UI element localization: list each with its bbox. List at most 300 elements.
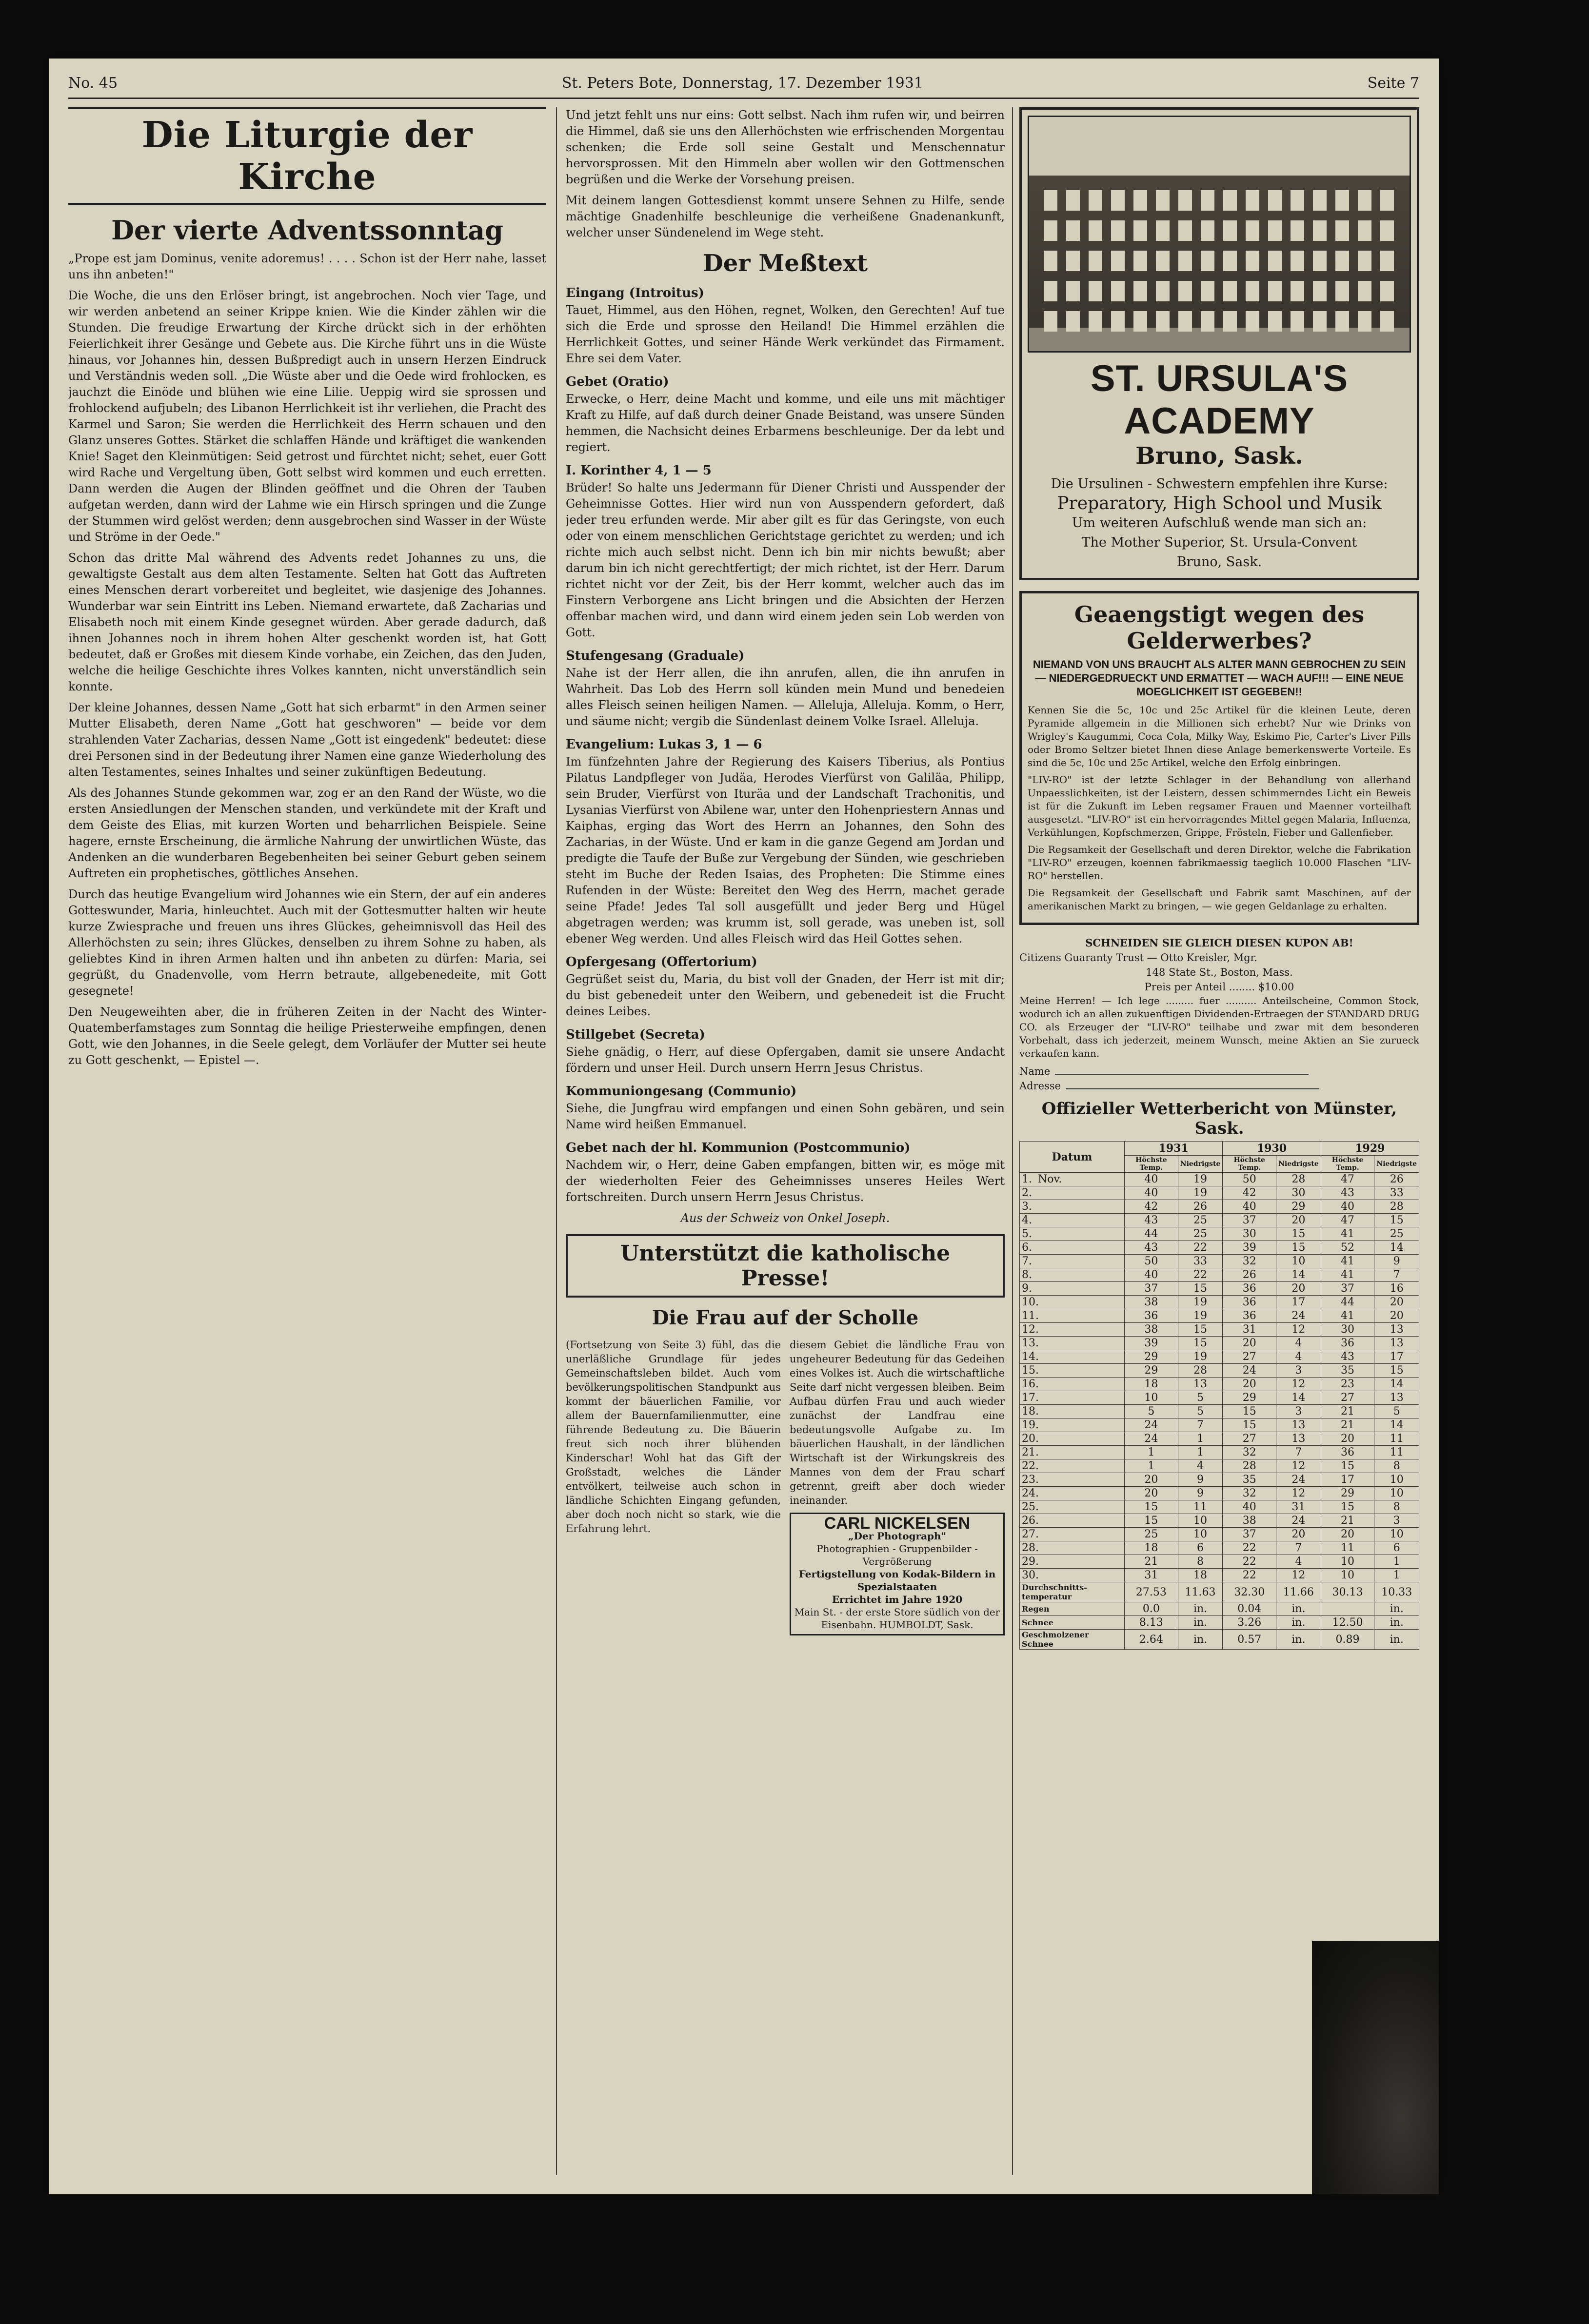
weather-temp: 29 — [1125, 1364, 1178, 1378]
weather-temp: 4 — [1178, 1459, 1223, 1473]
weather-sub-header: Niedrigste — [1374, 1156, 1419, 1173]
weather-temp: 27 — [1223, 1432, 1276, 1446]
weather-date-header: Datum — [1020, 1142, 1125, 1173]
weather-row — [1020, 1391, 1419, 1405]
weather-summary-value: 11.66 — [1276, 1582, 1321, 1602]
weather-temp: 6 — [1178, 1541, 1223, 1555]
mass-section-head: Stillgebet (Secreta) — [566, 1027, 705, 1042]
weather-summary-value: 3.26 — [1223, 1616, 1276, 1630]
weather-temp: 44 — [1125, 1227, 1178, 1241]
livro-text: Die Regsamkeit der Gesellschaft und deren Direktor, welche die Fabrikation "LIV-RO" erzeugen, koennen fabrikmaessig taeglich 10.000 Flaschen "LIV-RO" herstellen. — [1028, 844, 1411, 882]
column-rule — [556, 107, 557, 2175]
mass-section-head: Opfergesang (Offertorium) — [566, 955, 757, 969]
ads-column — [1019, 107, 1419, 2175]
weather-day: 5. — [1020, 1227, 1125, 1241]
weather-temp: 26 — [1178, 1200, 1223, 1214]
weather-summary-value: 10.33 — [1374, 1582, 1419, 1602]
weather-day — [1020, 1173, 1125, 1186]
weather-row — [1020, 1446, 1419, 1459]
weather-temp: 15 — [1125, 1514, 1178, 1528]
mass-section-head: Eingang (Introitus) — [566, 286, 704, 300]
weather-temp: 30 — [1223, 1227, 1276, 1241]
paragraph: „Prope est jam Dominus, venite adoremus! . . . . Schon ist der Herr nahe, lasset uns ihn anbeten!" — [68, 252, 546, 281]
weather-temp: 21 — [1321, 1418, 1374, 1432]
weather-temp: 33 — [1178, 1255, 1223, 1268]
weather-temp: 13 — [1374, 1323, 1419, 1337]
academy-ad — [1019, 107, 1419, 580]
weather-temp: 43 — [1125, 1214, 1178, 1227]
building-window — [1313, 251, 1327, 271]
weather-temp: 15 — [1178, 1337, 1223, 1350]
weather-temp: 10 — [1178, 1528, 1223, 1541]
weather-summary-value: 0.89 — [1321, 1630, 1374, 1650]
weather-day: 17. — [1020, 1391, 1125, 1405]
weather-day: 4. — [1020, 1214, 1125, 1227]
weather-row — [1020, 1282, 1419, 1296]
press-banner: Unterstützt die katholische Presse! — [566, 1234, 1005, 1298]
livro-headline: NIEMAND VON UNS BRAUCHT ALS ALTER MANN GEBROCHEN ZU SEIN — NIEDERGEDRUECKT UND ERMATTET — WACH AUF!!! — EINE NEUE MOEGLICHKEIT IST GEGEBEN!! — [1033, 658, 1406, 698]
weather-temp: 20 — [1223, 1378, 1276, 1391]
weather-day: 21. — [1020, 1446, 1125, 1459]
weather-temp: 10 — [1321, 1555, 1374, 1569]
mass-section-text: Gegrüßet seist du, Maria, du bist voll der Gnaden, der Herr ist mit dir; du bist gebenedeit unter den Weibern, und gebenedeit ist die Frucht deines Leibes. — [566, 972, 1005, 1018]
building-window — [1044, 190, 1057, 211]
weather-year-header: 1929 — [1321, 1142, 1419, 1156]
coupon-address-field[interactable] — [1066, 1088, 1319, 1089]
weather-day: 26. — [1020, 1514, 1125, 1528]
paragraph: Als des Johannes Stunde gekommen war, zog er an den Rand der Wüste, wo die ersten Ansiedlungen der Menschen standen, und verkündete mit der Kraft und dem Geiste des Elias, mit kurzen Worten und beharrlichen Beispiele. Seine hagere, ernste Erscheinung, die ärmliche Nahrung der unwirtlichen Wüste, das Andenken an die wunderbaren Begebenheiten bei seiner Geburt geben seinem Auftreten ein prophetisches, göttliches Ansehen. — [68, 786, 546, 880]
weather-temp: 15 — [1223, 1405, 1276, 1418]
building-window — [1291, 311, 1304, 332]
building-window — [1335, 190, 1349, 211]
weather-temp: 15 — [1125, 1500, 1178, 1514]
weather-temp: 1 — [1125, 1446, 1178, 1459]
weather-temp: 19 — [1178, 1350, 1223, 1364]
weather-row — [1020, 1350, 1419, 1364]
building-window — [1133, 220, 1147, 241]
building-window — [1380, 281, 1394, 301]
weather-temp: 47 — [1321, 1173, 1374, 1186]
weather-temp: 40 — [1321, 1200, 1374, 1214]
weather-row — [1020, 1541, 1419, 1555]
weather-sub-header: Höchste Temp. — [1223, 1156, 1276, 1173]
weather-temp: 13 — [1276, 1418, 1321, 1432]
weather-temp: 39 — [1223, 1241, 1276, 1255]
weather-year-header: 1930 — [1223, 1142, 1321, 1156]
weather-temp: 25 — [1178, 1227, 1223, 1241]
weather-temp: 44 — [1321, 1296, 1374, 1309]
mass-section-head: Evangelium: Lukas 3, 1 — 6 — [566, 737, 762, 752]
weather-temp: 50 — [1125, 1255, 1178, 1268]
weather-temp: 15 — [1178, 1323, 1223, 1337]
weather-temp: 20 — [1223, 1337, 1276, 1350]
liturgy-masthead: Die Liturgie der Kirche — [68, 107, 546, 205]
weather-summary-label: Regen — [1020, 1602, 1125, 1616]
building-window — [1044, 251, 1057, 271]
weather-temp: 12 — [1276, 1459, 1321, 1473]
weather-temp: 11 — [1178, 1500, 1223, 1514]
weather-temp: 12 — [1276, 1378, 1321, 1391]
building-window — [1133, 190, 1147, 211]
building-window — [1178, 281, 1192, 301]
mass-section-text: Erwecke, o Herr, deine Macht und komme, und eile uns mit mächtiger Kraft zu Hilfe, auf daß durch deiner Gnade Beistand, was unsere Sünden hemmen, die Nachsicht deines Erbarmens beschleunige. Der da lebt und regiert. — [566, 392, 1005, 454]
building-window — [1313, 220, 1327, 241]
building-window — [1313, 190, 1327, 211]
weather-temp: 40 — [1223, 1500, 1276, 1514]
weather-sub-header: Höchste Temp. — [1125, 1156, 1178, 1173]
livro-title: Geaengstigt wegen des Gelderwerbes? — [1074, 601, 1365, 654]
coupon-line: 148 State St., Boston, Mass. — [1146, 966, 1293, 978]
weather-temp: 24 — [1276, 1473, 1321, 1487]
building-window — [1089, 281, 1102, 301]
weather-temp: 15 — [1276, 1227, 1321, 1241]
building-window — [1291, 220, 1304, 241]
building-window — [1066, 281, 1080, 301]
academy-line: Die Ursulinen - Schwestern empfehlen ihre Kurse: — [1051, 476, 1388, 492]
weather-temp: 43 — [1321, 1186, 1374, 1200]
weather-temp: 9 — [1178, 1473, 1223, 1487]
building-window — [1223, 311, 1237, 332]
weather-temp: 5 — [1178, 1405, 1223, 1418]
weather-temp: 14 — [1276, 1391, 1321, 1405]
weather-temp: 10 — [1321, 1569, 1374, 1582]
weather-day: 27. — [1020, 1528, 1125, 1541]
weather-temp: 18 — [1125, 1378, 1178, 1391]
weather-temp: 26 — [1374, 1173, 1419, 1186]
building-window — [1335, 220, 1349, 241]
building-window — [1268, 251, 1282, 271]
building-window — [1089, 311, 1102, 332]
weather-temp: 41 — [1321, 1255, 1374, 1268]
weather-row — [1020, 1255, 1419, 1268]
weather-temp: 29 — [1276, 1200, 1321, 1214]
building-window — [1201, 311, 1214, 332]
weather-temp: 30 — [1321, 1323, 1374, 1337]
building-window — [1111, 311, 1125, 332]
mass-text-title: Der Meßtext — [703, 250, 868, 277]
weather-summary-value: in. — [1276, 1630, 1321, 1650]
weather-temp: 19 — [1178, 1173, 1223, 1186]
weather-temp: 20 — [1276, 1528, 1321, 1541]
building-window — [1268, 220, 1282, 241]
weather-temp: 27 — [1223, 1350, 1276, 1364]
academy-line: Um weiteren Aufschluß wende man sich an: — [1072, 515, 1367, 531]
page-header — [68, 68, 1419, 99]
weather-temp: 1 — [1374, 1569, 1419, 1582]
building-window — [1380, 190, 1394, 211]
weather-row — [1020, 1241, 1419, 1255]
mass-section-head: Gebet nach der hl. Kommunion (Postcommunio) — [566, 1141, 911, 1155]
building-window — [1313, 281, 1327, 301]
weather-summary-value: 27.53 — [1125, 1582, 1178, 1602]
weather-temp: 22 — [1223, 1569, 1276, 1582]
weather-temp: 36 — [1223, 1282, 1276, 1296]
building-window — [1178, 311, 1192, 332]
building-window — [1201, 251, 1214, 271]
weather-row — [1020, 1200, 1419, 1214]
weather-temp: 38 — [1125, 1296, 1178, 1309]
weather-temp: 15 — [1374, 1364, 1419, 1378]
weather-temp: 13 — [1374, 1337, 1419, 1350]
order-coupon — [1019, 936, 1419, 1093]
building-window — [1111, 251, 1125, 271]
weather-temp: 40 — [1125, 1186, 1178, 1200]
weather-temp: 19 — [1178, 1309, 1223, 1323]
weather-temp: 24 — [1276, 1514, 1321, 1528]
weather-temp: 31 — [1125, 1569, 1178, 1582]
weather-summary-value: 2.64 — [1125, 1630, 1178, 1650]
scholle-text: (Fortsetzung von Seite 3) fühl, das die unerläßliche Grundlage für jedes Gemeinschaftsleben bildet. Auch vom bevölkerungspolitischen Standpunkt aus kommt der bäuerlichen Familie, vor allem der Bauernfamilienmutter, eine führende Bedeutung zu. Die Bäuerin freut sich noch ihrer blühenden Kinderschar! Wohl hat das Gift der Großstadt, welches die Länder entvölkert, teilweise auch schon in ländliche Schichten Eingang gefunden, aber doch noch nicht so stark, wie die Erfahrung lehrt. — [566, 1339, 781, 1535]
building-window — [1156, 311, 1170, 332]
paragraph: Die Woche, die uns den Erlöser bringt, ist angebrochen. Noch vier Tage, und wir werden anbetend an seiner Krippe knien. Wie die Kinder zählen wir die Stunden. Die freudige Erwartung der Kirche drückt sich in der erhöhten Feierlichkeit ihrer Gesänge und Gebete aus. Die Kirche führt uns in die Wüste hinaus, vor Johannes hin, dessen Bußpredigt auch in unsern Herzen Eindruck und Verständnis weden soll. „Die Wüste aber und die Oede wird frohlocken, es jauchzt die Einöde und blühen wie eine Lilie. Ueppig wird sie sprossen und frohlockend aufjubeln; des Libanon Herrlichkeit ist ihr verliehen, die Pracht des Karmel und Saron; Sie werden die Herrlichkeit des Herrn schauen und den Glanz unseres Gottes. Stärket die schlaffen Hände und kräftiget die wankenden Knie! Saget den Kleinmütigen: Seid getrost und fürchtet nicht; sehet, euer Gott wird Rache und Vergeltung üben, Gott selbst wird kommen und euch erretten. Dann werden die Augen der Blinden geöffnet und die Ohren der Tauben aufgetan werden, dann wird der Lahme wie ein Hirsch springen und die Zunge der Stummen wird gelöst werden; denn ausgebrochen sind Wasser in der Wüste und Ströme in der Oede." — [68, 289, 546, 544]
weather-temp: 41 — [1321, 1309, 1374, 1323]
weather-day: 10. — [1020, 1296, 1125, 1309]
weather-temp: 31 — [1276, 1500, 1321, 1514]
weather-title: Offizieller Wetterbericht von Münster, Sask. — [1041, 1099, 1397, 1138]
weather-row — [1020, 1514, 1419, 1528]
weather-temp: 3 — [1374, 1514, 1419, 1528]
weather-temp: 14 — [1276, 1268, 1321, 1282]
weather-row — [1020, 1569, 1419, 1582]
weather-temp: 35 — [1223, 1473, 1276, 1487]
hand-shadow — [1312, 1941, 1439, 2194]
building-window — [1358, 220, 1371, 241]
source-credit: Aus der Schweiz von Onkel Joseph. — [680, 1211, 890, 1225]
weather-row — [1020, 1432, 1419, 1446]
building-window — [1156, 190, 1170, 211]
building-window — [1358, 281, 1371, 301]
weather-temp: 15 — [1276, 1241, 1321, 1255]
scholle-title: Die Frau auf der Scholle — [652, 1306, 919, 1329]
paragraph: Schon das dritte Mal während des Advents redet Johannes zu uns, die gewaltigste Gestalt aus dem alten Testamente. Selten hat Gott das Auftreten eines Menschen derart vorbereitet und begleitet, wie dasjenige des Johannes. Wunderbar war sein Eintritt ins Leben. Niemand erwartete, daß Zacharias und Elisabeth noch mit einem Kinde gesegnet würden. Aber gerade dadurch, daß ihnen Johannes noch in ihrem hohen Alter geschenkt worden ist, hat Gott bedeutet, daß er Großes mit diesem Kinde vorhabe, ein Zeichen, das den Juden, welche die heilige Geschichte ihres Volkes kannten, nicht unverständlich sein konnte. — [68, 551, 546, 693]
coupon-title: SCHNEIDEN SIE GLEICH DIESEN KUPON AB! — [1085, 937, 1353, 949]
weather-temp: 19 — [1178, 1296, 1223, 1309]
weather-row — [1020, 1227, 1419, 1241]
weather-row — [1020, 1459, 1419, 1473]
weather-temp: 14 — [1374, 1241, 1419, 1255]
weather-temp: 28 — [1374, 1200, 1419, 1214]
weather-temp: 20 — [1321, 1528, 1374, 1541]
weather-temp: 20 — [1321, 1432, 1374, 1446]
weather-temp: 11 — [1374, 1446, 1419, 1459]
building-window — [1246, 281, 1259, 301]
building-window — [1133, 251, 1147, 271]
weather-temp: 7 — [1276, 1446, 1321, 1459]
weather-temp: 32 — [1223, 1255, 1276, 1268]
weather-temp: 32 — [1223, 1487, 1276, 1500]
weather-summary-value — [1321, 1602, 1374, 1616]
mass-section-head: Kommuniongesang (Communio) — [566, 1084, 797, 1099]
weather-temp: 1 — [1125, 1459, 1178, 1473]
building-window — [1246, 311, 1259, 332]
weather-day: 14. — [1020, 1350, 1125, 1364]
weather-row — [1020, 1487, 1419, 1500]
building-window — [1089, 190, 1102, 211]
building-window — [1201, 220, 1214, 241]
weather-temp: 6 — [1374, 1541, 1419, 1555]
weather-summary-value: 30.13 — [1321, 1582, 1374, 1602]
coupon-line: Preis per Anteil ........ $10.00 — [1144, 981, 1294, 993]
building-window — [1380, 220, 1394, 241]
page-number: Seite 7 — [1367, 74, 1419, 92]
weather-temp: 37 — [1223, 1528, 1276, 1541]
weather-temp: 5 — [1178, 1391, 1223, 1405]
coupon-text: Meine Herren! — Ich lege ......... fuer .......... Anteilscheine, Common Stock, wodurch ich an allen zukuenftigen Dividenden-Ertraegen der STANDARD DRUG CO. als Erzeuger der "LIV-RO" teilhabe und zwar mit dem besonderen Vorbehalt, dass ich jederzeit, meinem Wunsch, meine Aktien an Sie zurueck verkaufen kann. — [1019, 995, 1419, 1059]
weather-temp: 4 — [1276, 1350, 1321, 1364]
weather-summary-value: in. — [1178, 1630, 1223, 1650]
mass-section-head: Gebet (Oratio) — [566, 374, 669, 389]
weather-temp: 9 — [1178, 1487, 1223, 1500]
weather-summary-value: 32.30 — [1223, 1582, 1276, 1602]
weather-sub-header: Niedrigste — [1178, 1156, 1223, 1173]
weather-day: 16. — [1020, 1378, 1125, 1391]
building-window — [1201, 190, 1214, 211]
weather-summary-value: 11.63 — [1178, 1582, 1223, 1602]
weather-row — [1020, 1473, 1419, 1487]
weather-summary-value: 0.57 — [1223, 1630, 1276, 1650]
academy-title: ST. URSULA'S ACADEMY — [1090, 358, 1349, 442]
weather-year-header: 1931 — [1125, 1142, 1223, 1156]
weather-temp: 17 — [1276, 1296, 1321, 1309]
nickelsen-line: Main St. - der erste Store südlich von der Eisenbahn. HUMBOLDT, Sask. — [794, 1606, 1000, 1631]
weather-temp: 5 — [1374, 1405, 1419, 1418]
weather-temp: 37 — [1223, 1214, 1276, 1227]
weather-day-number: 1. — [1022, 1173, 1032, 1185]
coupon-name-field[interactable] — [1055, 1074, 1309, 1075]
weather-temp: 13 — [1178, 1378, 1223, 1391]
weather-temp: 22 — [1223, 1541, 1276, 1555]
weather-temp: 11 — [1321, 1541, 1374, 1555]
weather-day: 18. — [1020, 1405, 1125, 1418]
academy-line: Preparatory, High School und Musik — [1057, 493, 1382, 513]
weather-temp: 18 — [1178, 1569, 1223, 1582]
weather-temp: 39 — [1125, 1337, 1178, 1350]
weather-row — [1020, 1378, 1419, 1391]
building-window — [1066, 311, 1080, 332]
weather-temp: 28 — [1276, 1173, 1321, 1186]
weather-day: 29. — [1020, 1555, 1125, 1569]
building-window — [1133, 281, 1147, 301]
building-window — [1089, 220, 1102, 241]
weather-temp: 24 — [1125, 1432, 1178, 1446]
building-window — [1044, 281, 1057, 301]
weather-temp: 8 — [1178, 1555, 1223, 1569]
weather-row — [1020, 1500, 1419, 1514]
weather-temp: 7 — [1178, 1418, 1223, 1432]
weather-summary-row — [1020, 1602, 1419, 1616]
academy-place: Bruno, Sask. — [1135, 442, 1303, 470]
weather-temp: 38 — [1125, 1323, 1178, 1337]
nickelsen-line: Fertigstellung von Kodak-Bildern in Spezialstaaten — [798, 1568, 996, 1593]
mass-section-text: Tauet, Himmel, aus den Höhen, regnet, Wolken, den Gerechten! Auf tue sich die Erde und sprosse den Heiland! Die Himmel erzählen die Herrlichkeit Gottes, und seiner Hände Werk verkündet das Firmament. Ehre sei dem Vater. — [566, 303, 1005, 365]
weather-temp: 27 — [1321, 1391, 1374, 1405]
weather-temp: 29 — [1321, 1487, 1374, 1500]
coupon-line: Citizens Guaranty Trust — Otto Kreisler, Mgr. — [1019, 952, 1258, 964]
building-window — [1111, 190, 1125, 211]
weather-day: 12. — [1020, 1323, 1125, 1337]
building-window — [1044, 311, 1057, 332]
building-window — [1335, 281, 1349, 301]
weather-day: 25. — [1020, 1500, 1125, 1514]
weather-day: 15. — [1020, 1364, 1125, 1378]
weather-temp: 9 — [1374, 1255, 1419, 1268]
weather-temp: 15 — [1321, 1500, 1374, 1514]
mass-section-head: Stufengesang (Graduale) — [566, 649, 745, 663]
building-window — [1335, 251, 1349, 271]
weather-temp: 14 — [1374, 1418, 1419, 1432]
weather-temp: 1 — [1374, 1555, 1419, 1569]
liturgy-column — [68, 107, 546, 2175]
building-window — [1066, 220, 1080, 241]
weather-day: 13. — [1020, 1337, 1125, 1350]
weather-summary-label: Schnee — [1020, 1616, 1125, 1630]
weather-temp: 12 — [1276, 1323, 1321, 1337]
weather-temp: 20 — [1374, 1309, 1419, 1323]
weather-temp: 24 — [1276, 1309, 1321, 1323]
weather-temp: 3 — [1276, 1405, 1321, 1418]
weather-temp: 36 — [1321, 1446, 1374, 1459]
weather-temp: 42 — [1223, 1186, 1276, 1200]
weather-temp: 36 — [1321, 1337, 1374, 1350]
weather-day: 22. — [1020, 1459, 1125, 1473]
academy-line: The Mother Superior, St. Ursula-Convent — [1081, 535, 1357, 550]
livro-text: "LIV-RO" ist der letzte Schlager in der Behandlung von allerhand Unpaesslichkeiten, ist der Leistern, dessen schimmerndes Licht ein Beweis ist für die Zukunft im Leben regsamer Frauen und Maenner vorteilhaft ausgesetzt. "LIV-RO" ist ein hervorragendes Mittel gegen Malaria, Influenza, Verkühlungen, Kopfschmerzen, Grippe, Frösteln, Fieber und Gallenfieber. — [1028, 774, 1411, 838]
weather-summary-value: 8.13 — [1125, 1616, 1178, 1630]
nickelsen-line: Errichtet im Jahre 1920 — [832, 1594, 963, 1605]
newspaper-page — [49, 59, 1439, 2194]
weather-day: 28. — [1020, 1541, 1125, 1555]
mass-section-text: Nachdem wir, o Herr, deine Gaben empfangen, bitten wir, es möge mit der wiederholten Feier des Geheimnisses unseres Heiles Wert fortschreiten. Durch unsern Herrn Jesus Christus. — [566, 1158, 1005, 1204]
weather-temp: 17 — [1374, 1350, 1419, 1364]
weather-temp: 21 — [1125, 1555, 1178, 1569]
mass-section-head: I. Korinther 4, 1 — 5 — [566, 463, 712, 478]
mass-section-text: Brüder! So halte uns Jedermann für Diener Christi und Ausspender der Geheimnisse Gottes. Hier wird nun von Ausspendern gefordert, daß jeder treu erfunden werde. Mir aber gilt es für das Geringste, von euch oder von einem menschlichen Gerichtstage gerichtet zu werden; und ich richte mich auch selbst nicht. Denn ich bin mir nichts bewußt; aber darum bin ich nicht gerechtfertigt; der mich richtet, ist der Herr. Darum richtet nicht vor der Zeit, bis der Herr kommt, welcher auch das im Finstern Verborgene ans Licht bringen und die Absichten der Herzen offenbar machen wird, und dann wird einem jeden sein Lob werden von Gott. — [566, 481, 1005, 639]
mass-section-text: Im fünfzehnten Jahre der Regierung des Kaisers Tiberius, als Pontius Pilatus Landpfleger von Judäa, Herodes Vierfürst von Galiläa, Philipp, sein Bruder, Vierfürst von Ituräa und der Landschaft Trachonitis, und Lysanias Vierfürst von Abilene war, unter den Hohenpriestern Annas und Kaiphas, erging das Wort des Herrn an Johannes, den Sohn des Zacharias, in der Wüste. Und er kam in die ganze Gegend am Jordan und predigte die Taufe der Buße zur Vergebung der Sünden, wie geschrieben steht im Buche der Reden Isaias, des Propheten: Die Stimme eines Rufenden in der Wüste: Bereitet den Weg des Herrn, machet gerade seine Pfade! Jedes Tal soll ausgefüllt und jeder Berg und Hügel abgetragen werden; was krumm ist, soll gerade, was uneben ist, soll ebener Weg werden. Und alles Fleisch wird das Heil Gottes sehen. — [566, 755, 1005, 945]
weather-summary-value: 0.04 — [1223, 1602, 1276, 1616]
weather-day: 9. — [1020, 1282, 1125, 1296]
academy-line: Bruno, Sask. — [1176, 554, 1262, 570]
weather-summary-label: Durchschnitts-temperatur — [1020, 1582, 1125, 1602]
paragraph: Den Neugeweihten aber, die in früheren Zeiten in der Nacht des Winter-Quatemberfamstages zum Sonntag die heilige Priesterweihe empfingen, denen Gott, wie den Johannes, in die Seele gelegt, dem Vorläufer der Mutter sei heute zu Gott geschenkt, — Epistel —. — [68, 1005, 546, 1067]
weather-summary-row — [1020, 1582, 1419, 1602]
weather-temp: 22 — [1178, 1268, 1223, 1282]
weather-temp: 22 — [1178, 1241, 1223, 1255]
weather-temp: 13 — [1374, 1391, 1419, 1405]
scholle-text: diesem Gebiet die ländliche Frau von ungeheurer Bedeutung für das Gedeihen eines Volkes ist. Auch die wirtschaftliche Seite darf nicht vergessen bleiben. Beim Aufbau dürfen Frau und auch wieder zunächst der Landfrau eine bedeutungsvolle Aufgabe zu. Im bäuerlichen Haushalt, in der ländlichen Wirtschaft ist der Wirkungskreis des Mannes von dem der Frau scharf getrennt, greift aber doch wieder ineinander. — [790, 1339, 1005, 1506]
building-window — [1335, 311, 1349, 332]
scholle-article — [566, 1338, 1005, 1635]
weather-day: 19. — [1020, 1418, 1125, 1432]
building-window — [1380, 251, 1394, 271]
livro-text: Kennen Sie die 5c, 10c und 25c Artikel für die kleinen Leute, deren Pyramide allgemein in die Millionen sich erhebt? Nur wie Drinks von Wrigley's Kaugummi, Coca Cola, Milky Way, Eskimo Pie, Carter's Liver Pills oder Bromo Seltzer bietet Ihnen diese Anlage bemerkenswerte Vorteile. Es sind die 5c, 10c und 25c Artikel, welche den Erfolg einbringen. — [1028, 704, 1411, 768]
weather-temp: 26 — [1223, 1268, 1276, 1282]
building-window — [1291, 190, 1304, 211]
weather-row — [1020, 1214, 1419, 1227]
mass-text-column — [566, 107, 1005, 2175]
issue-number: No. 45 — [68, 74, 118, 92]
weather-temp: 12 — [1276, 1487, 1321, 1500]
weather-temp: 41 — [1321, 1268, 1374, 1282]
livro-ad — [1019, 591, 1419, 925]
weather-month: Nov. — [1038, 1173, 1062, 1185]
building-window — [1133, 311, 1147, 332]
weather-temp: 25 — [1374, 1227, 1419, 1241]
weather-temp: 43 — [1125, 1241, 1178, 1255]
weather-temp: 25 — [1178, 1214, 1223, 1227]
weather-temp: 10 — [1178, 1514, 1223, 1528]
weather-temp: 10 — [1374, 1487, 1419, 1500]
weather-temp: 12 — [1276, 1569, 1321, 1582]
